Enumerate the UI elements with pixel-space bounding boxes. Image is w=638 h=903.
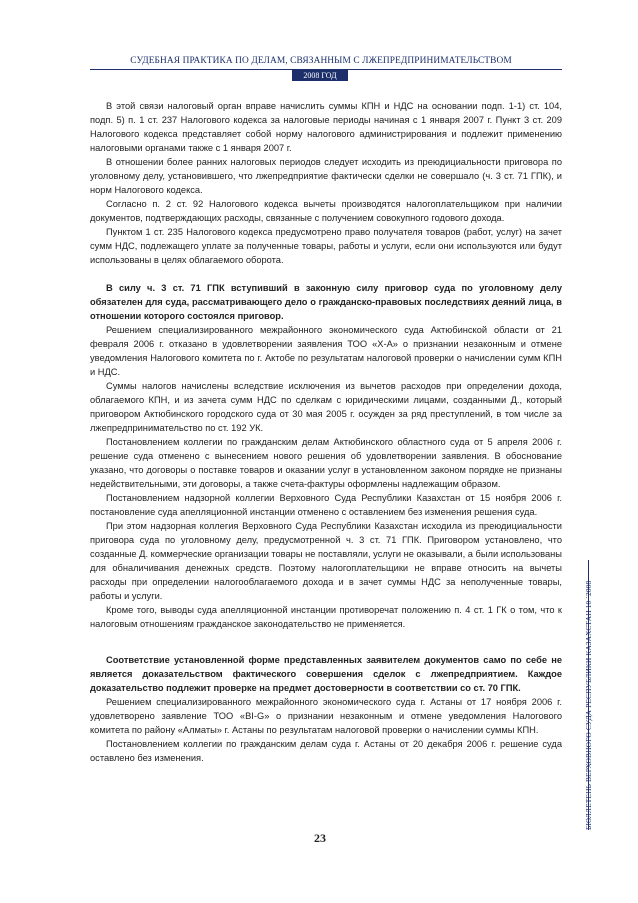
paragraph: Решением специализированного межрайонного экономического суда г. Астаны от 17 ноября 2006 г. удовлетворено заявление ТОО «BI-G» о признании незаконным и отмене уведомления Налогового комитета по району «Алматы» г. Астаны по результатам налоговой проверки о начислении суммы КПН.: [90, 697, 562, 735]
section-heading: В силу ч. 3 ст. 71 ГПК вступивший в законную силу приговор суда по уголовному делу обязателен для суда, рассматривающего дело о гражданско-правовых последствиях деяний лица, в отношении которого состоялся приговор.: [90, 283, 562, 321]
paragraph: Пунктом 1 ст. 235 Налогового кодекса предусмотрено право получателя товаров (работ, услуг) на зачет сумм НДС, подлежащего уплате за полученные товары, работы и услуги, если они используются или будут использованы в целях облагаемого оборота.: [90, 227, 562, 265]
page-body: [90, 99, 562, 765]
paragraph: В этой связи налоговый орган вправе начислить суммы КПН и НДС на основании подп. 1-1) ст. 104, подп. 5) п. 1 ст. 237 Налогового кодекса за налоговые периоды начиная с 1 января 2007 г. Пункт 3 ст. 209 Налогового кодекса представляет собой норму налогового администрирования и подлежит применению налоговыми органами также с 1 января 2007 г.: [90, 101, 562, 153]
paragraph: Решением специализированного межрайонного экономического суда Актюбинской области от 21 февраля 2006 г. отказано в удовлетворении заявления ТОО «Х-А» о признании незаконным и отмене уведомления Налогового комитета по г. Актобе по результатам налоговой проверки о начислении сумм КПН и НДС.: [90, 325, 562, 377]
paragraph: Постановлением надзорной коллегии Верховного Суда Республики Казахстан от 15 ноября 2006 г. постановление суда апелляционной инстанции отменено с оставлением без изменения решения суда.: [90, 493, 562, 517]
paragraph: Суммы налогов начислены вследствие исключения из вычетов расходов при определении дохода, облагаемого КПН, и из зачета сумм НДС по сделкам с юридическими лицами, созданными Д., который приговором Актюбинского городского суда от 30 мая 2005 г. осужден за ряд преступлений, в том числе за лжепредпринимательство по ст. 192 УК.: [90, 381, 562, 433]
page-number: 23: [314, 831, 326, 845]
header-year-badge: 2008 ГОД: [292, 70, 348, 81]
paragraph: Кроме того, выводы суда апелляционной инстанции противоречат положению п. 4 ст. 1 ГК о том, что к налоговым отношениям гражданское законодательство не применяется.: [90, 605, 562, 629]
paragraph: Согласно п. 2 ст. 92 Налогового кодекса вычеты производятся налогоплательщиком при наличии документов, подтверждающих расходы, связанные с получением совокупного годового дохода.: [90, 199, 562, 223]
paragraph: В отношении более ранних налоговых периодов следует исходить из преюдициальности приговора по уголовному делу, установившего, что лжепредприятие фактически сделки не совершало (ч. 3 ст. 71 ГПК), и норм Налогового кодекса.: [90, 157, 562, 195]
section-heading: Соответствие установленной форме представленных заявителем документов само по себе не является доказательством фактического совершения сделок с лжепредприятием. Каждое доказательство подлежит проверке на предмет достоверности в соответствии со ст. 70 ГПК.: [90, 655, 562, 693]
side-journal-title: БЮЛЛЕТЕНЬ ВЕРХОВНОГО СУДА РЕСПУБЛИКИ КАЗАХСТАН 10 `2008: [584, 580, 593, 830]
paragraph: Постановлением коллегии по гражданским делам Актюбинского областного суда от 5 апреля 2006 г. решение суда отменено с вынесением нового решения об удовлетворении заявления. В обоснование указано, что договоры о поставке товаров и оказании услуг в установленном законом порядке не признаны недействительными, эти договоры, а также счета-фактуры оформлены надлежащим образом.: [90, 437, 562, 489]
header-title: СУДЕБНАЯ ПРАКТИКА ПО ДЕЛАМ, СВЯЗАННЫМ С ЛЖЕПРЕДПРИНИМАТЕЛЬСТВОМ: [130, 56, 512, 66]
paragraph: При этом надзорная коллегия Верховного Суда Республики Казахстан исходила из преюдициальности приговора суда по уголовному делу, предусмотренной ч. 3 ст. 71 ГПК. Приговором установлено, что созданные Д. коммерческие организации товары не поставляли, услуги не оказывали, а были использованы для обналичивания денежных средств. Поэтому налогоплательщики не вправе относить на вычеты расходы при определении налогооблагаемого дохода и в зачет суммы НДС за неполученные товары, работы и услуги.: [90, 521, 562, 601]
paragraph: Постановлением коллегии по гражданским делам суда г. Астаны от 20 декабря 2006 г. решение суда оставлено без изменения.: [90, 739, 562, 763]
